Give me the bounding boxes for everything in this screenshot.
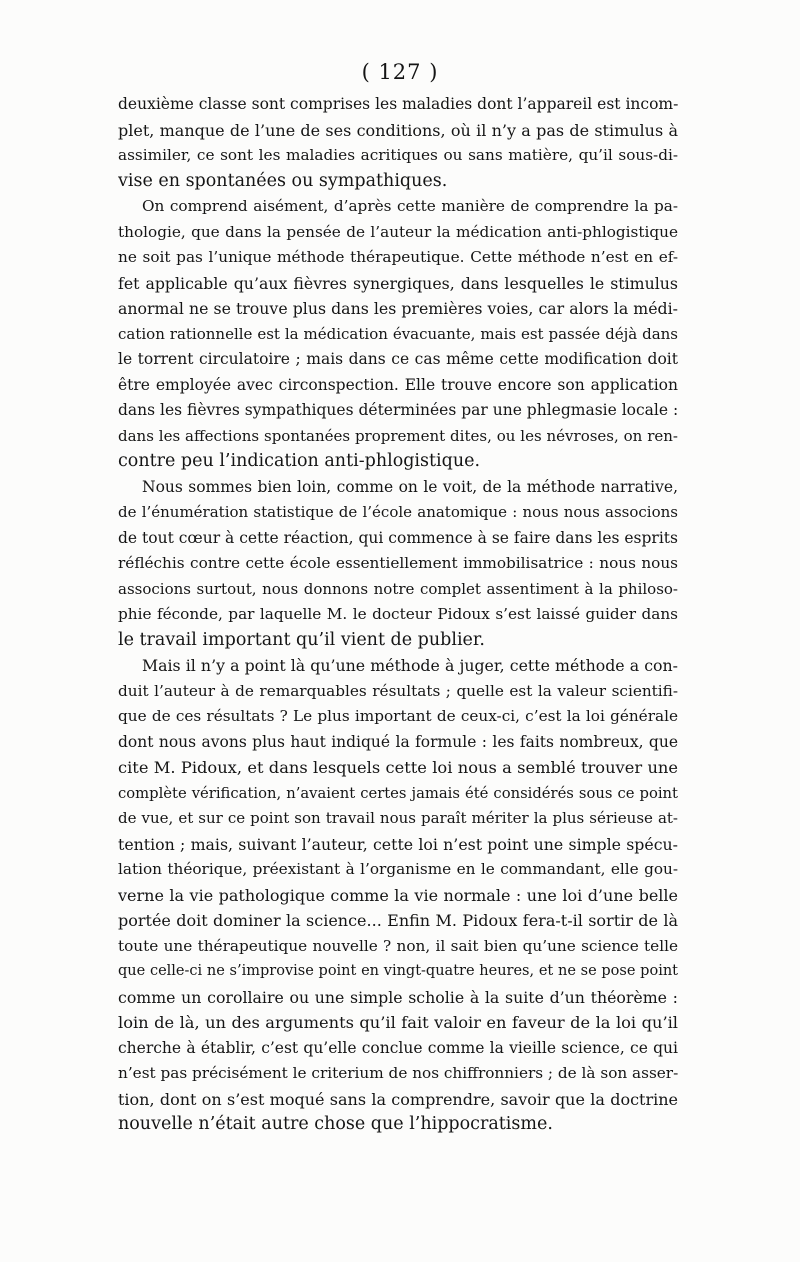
text-line: fet applicable qu’aux fièvres synergiques, dans lesquelles le stimulus [118,273,678,293]
text-line: dans les fièvres sympathiques déterminées par une phlegmasie locale : [118,401,678,419]
text-line: On comprend aisément, d’après cette manière de comprendre la pa- [142,197,678,215]
text-line: n’est pas précisément le criterium de nos chiffronniers ; de là son asser- [118,1064,678,1082]
text-line: de tout cœur à cette réaction, qui commence à se faire dans les esprits [118,528,678,547]
text-line: le travail important qu’il vient de publier. [118,629,485,650]
text-line: verne la vie pathologique comme la vie normale : une loi d’une belle [118,885,678,905]
text-line: dont nous avons plus haut indiqué la formule : les faits nombreux, que [118,732,678,751]
page-number: ( 127 ) [361,60,439,84]
text-line: assimiler, ce sont les maladies acritiques ou sans matière, qu’il sous-di- [118,146,678,164]
text-line: complète vérification, n’avaient certes jamais été considérés sous ce point [118,784,678,802]
text-line: que de ces résultats ? Le plus important de ceux-ci, c’est la loi générale [118,707,678,725]
text-line: contre peu l’indication anti-phlogistique. [118,451,481,471]
text-line: cation rationnelle est la médication évacuante, mais est passée déjà dans [118,324,678,343]
text-line: réfléchis contre cette école essentiellement immobilisatrice : nous nous [118,554,678,572]
text-line: anormal ne se trouve plus dans les premières voies, car alors la médi- [118,299,678,318]
text-line: thologie, que dans la pensée de l’auteur la médication anti-phlogistique [118,222,678,241]
text-line: de vue, et sur ce point son travail nous paraît mériter la plus sérieuse at- [118,809,678,827]
text-line: vise en spontanées ou sympathiques. [118,170,448,191]
text-line: lation théorique, préexistant à l’organisme en le commandant, elle gou- [118,860,678,878]
text-line: tion, dont on s’est moqué sans la comprendre, savoir que la doctrine [118,1089,678,1109]
text-line: nouvelle n’était autre chose que l’hippocratisme. [118,1114,553,1134]
text-line: loin de là, un des arguments qu’il fait valoir en faveur de la loi qu’il [118,1013,678,1032]
text-line: de l’énumération statistique de l’école anatomique : nous nous associons [118,503,678,521]
text-line: toute une thérapeutique nouvelle ? non, il sait bien qu’une science telle [118,936,678,955]
text-line: dans les affections spontanées proprement dites, ou les névroses, on ren- [118,426,678,445]
text-line: ne soit pas l’unique méthode thérapeutique. Cette méthode n’est en ef- [118,248,678,266]
body-text [118,92,678,1138]
text-line: cite M. Pidoux, et dans lesquels cette loi nous a semblé trouver une [118,758,678,777]
text-line: portée doit dominer la science... Enfin M. Pidoux fera-t-il sortir de là [118,911,678,930]
text-line: le torrent circulatoire ; mais dans ce cas même cette modification doit [118,350,678,368]
text-line: comme un corollaire ou une simple scholie à la suite d’un théorème : [118,987,678,1007]
text-line: cherche à établir, c’est qu’elle conclue comme la vieille science, ce qui [118,1038,678,1057]
text-line: tention ; mais, suivant l’auteur, cette loi n’est point une simple spécu- [118,834,678,854]
text-line: être employée avec circonspection. Elle trouve encore son application [118,375,678,394]
text-line: associons surtout, nous donnons notre complet assentiment à la philoso- [118,579,678,598]
text-line: que celle-ci ne s’improvise point en vingt-quatre heures, et ne se pose point [118,963,678,979]
text-line: plet, manque de l’une de ses conditions, où il n’y a pas de stimulus à [118,120,678,140]
text-line: Nous sommes bien loin, comme on le voit, de la méthode narrative, [142,477,678,496]
text-line: deuxième classe sont comprises les maladies dont l’appareil est incom- [118,95,678,113]
text-line: Mais il n’y a point là qu’une méthode à juger, cette méthode a con- [142,656,678,675]
text-line: phie féconde, par laquelle M. le docteur Pidoux s’est laissé guider dans [118,605,678,623]
text-line: duit l’auteur à de remarquables résultats ; quelle est la valeur scientifi- [118,681,678,700]
